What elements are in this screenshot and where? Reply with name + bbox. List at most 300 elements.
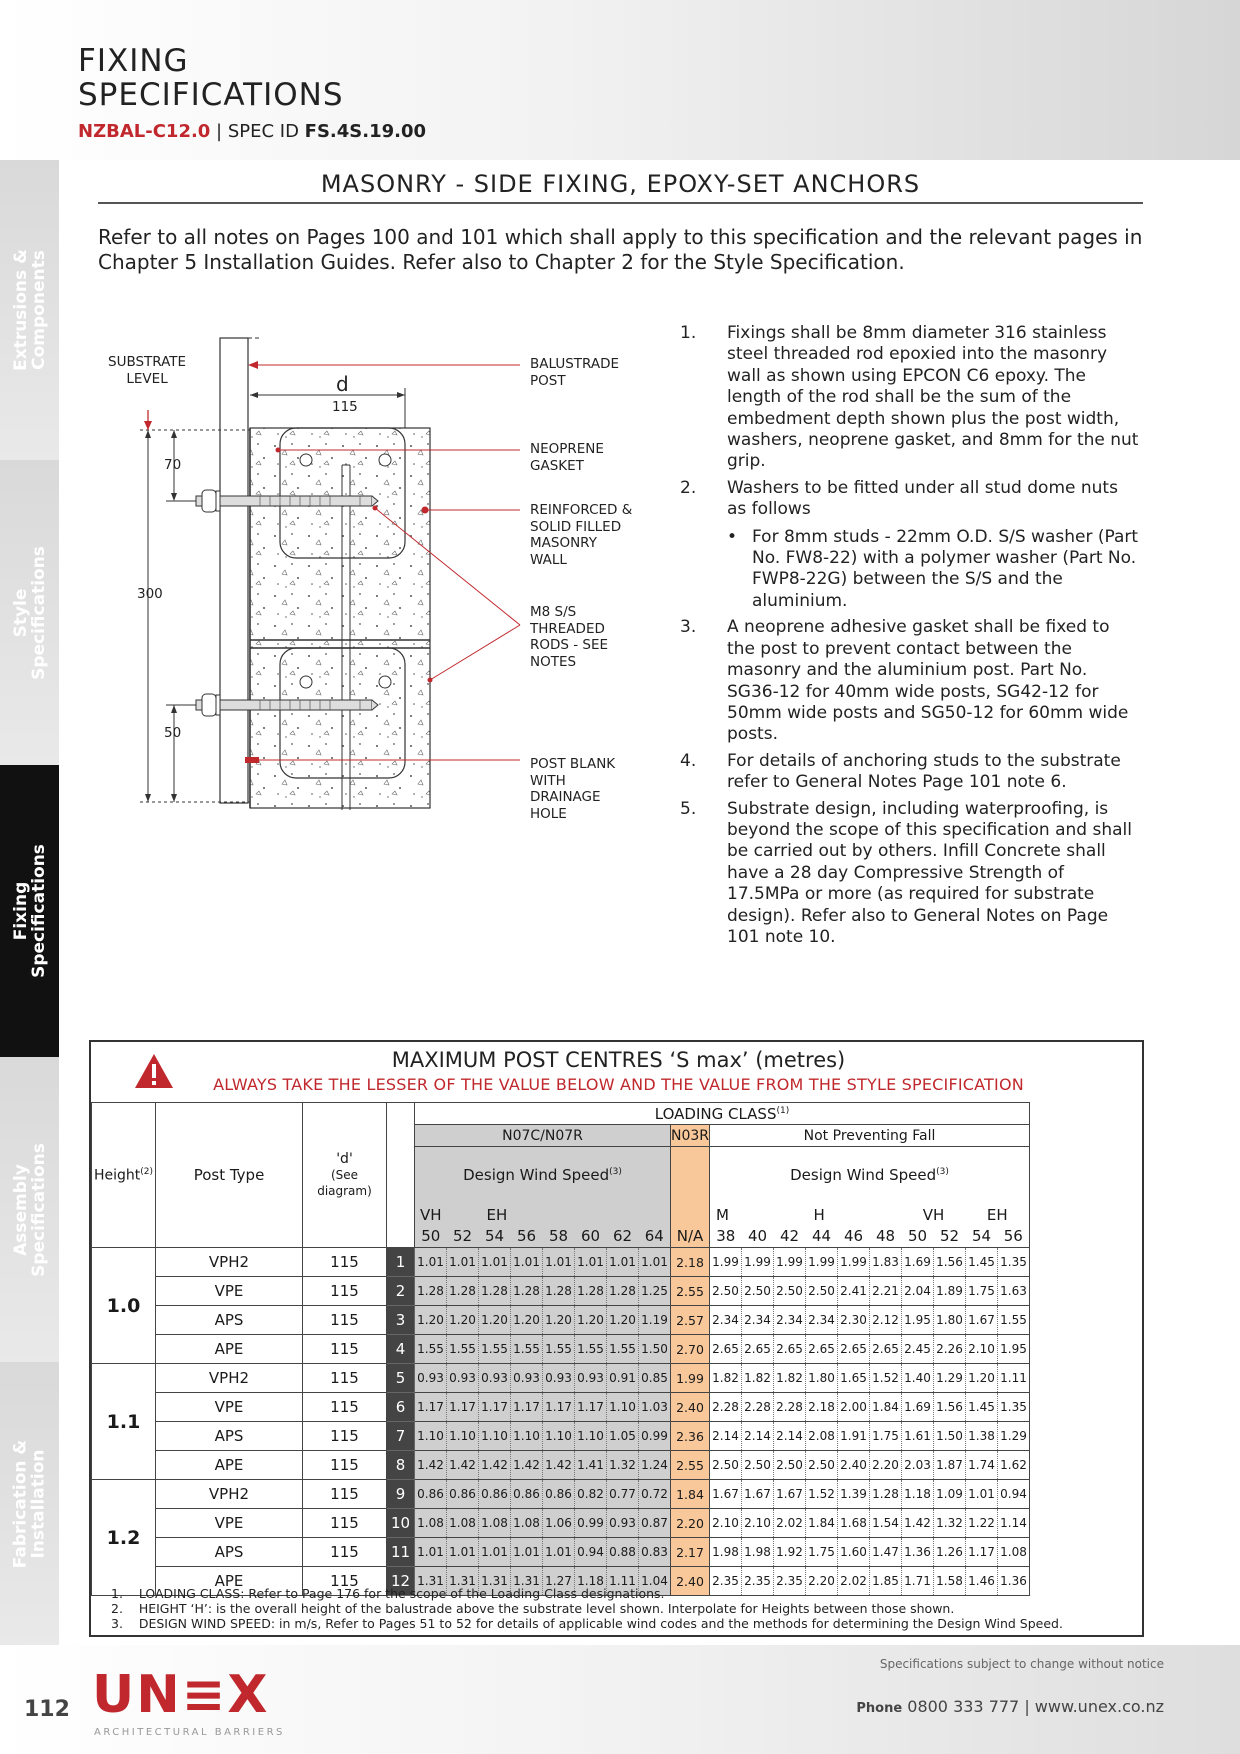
table-footnotes [111, 1586, 1063, 1631]
value-cell: 1.20 [447, 1306, 479, 1335]
value-cell: 1.17 [966, 1538, 998, 1567]
page-title [78, 44, 344, 112]
note-number: 4. [680, 750, 697, 771]
wind-speed: 52 [934, 1226, 966, 1248]
value-cell: 2.03 [902, 1451, 934, 1480]
value-cell: 1.92 [774, 1538, 806, 1567]
tab-fixing-specifications[interactable] [0, 765, 59, 1058]
value-cell: 2.45 [902, 1335, 934, 1364]
value-cell: 1.55 [543, 1335, 575, 1364]
balustrade-post-label: BALUSTRADE POST [530, 356, 620, 389]
value-cell: 1.42 [415, 1451, 447, 1480]
value-cell: 0.91 [607, 1364, 639, 1393]
value-cell: 1.84 [870, 1393, 902, 1422]
contact-line [856, 1697, 1164, 1716]
header-group-n03r: N03R [671, 1125, 710, 1147]
header-loading-class [415, 1103, 1030, 1125]
value-cell: 0.86 [415, 1480, 447, 1509]
wind-speed: 46 [838, 1226, 870, 1248]
row-index: 8 [387, 1451, 415, 1480]
spec-id-sep: | SPEC ID [210, 121, 305, 142]
value-cell: 2.12 [870, 1306, 902, 1335]
header-group-not-preventing: Not Preventing Fall [710, 1125, 1030, 1147]
value-cell: 1.55 [511, 1335, 543, 1364]
tab-label: Style Specifications [10, 545, 49, 680]
value-cell: 0.88 [607, 1538, 639, 1567]
value-cell: 1.20 [415, 1306, 447, 1335]
value-cell: 2.30 [838, 1306, 870, 1335]
header-dws [415, 1147, 671, 1204]
value-cell: 1.26 [934, 1538, 966, 1567]
d-value-cell: 115 [303, 1393, 387, 1422]
page-header [0, 0, 1240, 160]
masonry-wall-label: REINFORCED & SOLID FILLED MASONRY WALL [530, 502, 633, 568]
threaded-rods-label: M8 S/S THREADED RODS - SEE NOTES [530, 604, 609, 670]
value-cell: 1.69 [902, 1248, 934, 1277]
phone-label: Phone [856, 1701, 903, 1716]
value-cell: 2.65 [774, 1335, 806, 1364]
header-sup: (3) [609, 1167, 622, 1178]
note-sub-item [727, 527, 1140, 613]
zone-label: EH [966, 1204, 1030, 1226]
value-cell: 1.75 [966, 1277, 998, 1306]
page-number: 112 [24, 1697, 70, 1722]
value-cell: 1.45 [966, 1248, 998, 1277]
value-cell: 1.54 [870, 1509, 902, 1538]
spec-id: FS.4S.19.00 [304, 121, 427, 142]
wind-speed: 64 [639, 1226, 671, 1248]
value-cell: 0.93 [415, 1364, 447, 1393]
value-cell: 2.35 [742, 1567, 774, 1596]
value-cell: 1.01 [447, 1538, 479, 1567]
value-cell: 1.10 [447, 1422, 479, 1451]
value-cell: 1.46 [966, 1567, 998, 1596]
header-group-n07: N07C/N07R [415, 1125, 671, 1147]
post-blank-label: POST BLANK WITH DRAINAGE HOLE [530, 756, 616, 822]
value-cell-n03r: 1.99 [671, 1364, 710, 1393]
value-cell: 1.01 [415, 1538, 447, 1567]
product-code: NZBAL-C12.0 [78, 121, 211, 142]
value-cell: 1.74 [966, 1451, 998, 1480]
value-cell: 2.41 [838, 1277, 870, 1306]
value-cell: 2.65 [838, 1335, 870, 1364]
d-value-cell: 115 [303, 1538, 387, 1567]
value-cell: 1.20 [966, 1364, 998, 1393]
value-cell: 2.28 [710, 1393, 742, 1422]
value-cell: 1.10 [511, 1422, 543, 1451]
value-cell: 1.20 [607, 1306, 639, 1335]
wind-speed: 56 [511, 1226, 543, 1248]
value-cell: 1.36 [998, 1567, 1030, 1596]
wind-speed: 38 [710, 1226, 742, 1248]
contact-sep: | [1019, 1697, 1035, 1716]
wind-speed: 48 [870, 1226, 902, 1248]
value-cell: 0.72 [639, 1480, 671, 1509]
value-cell: 1.52 [870, 1364, 902, 1393]
value-cell: 1.42 [511, 1451, 543, 1480]
bullet-icon: • [727, 526, 738, 547]
value-cell: 0.86 [479, 1480, 511, 1509]
value-cell: 2.28 [742, 1393, 774, 1422]
value-cell: 1.58 [934, 1567, 966, 1596]
value-cell: 1.17 [415, 1393, 447, 1422]
value-cell: 1.62 [998, 1451, 1030, 1480]
value-cell: 1.29 [934, 1364, 966, 1393]
note-item [680, 617, 1140, 745]
value-cell-n03r: 2.70 [671, 1335, 710, 1364]
value-cell: 1.84 [806, 1509, 838, 1538]
value-cell: 2.65 [806, 1335, 838, 1364]
value-cell: 1.27 [543, 1567, 575, 1596]
value-cell: 0.99 [575, 1509, 607, 1538]
note-number: 2. [680, 477, 697, 498]
value-cell: 1.20 [575, 1306, 607, 1335]
value-cell: 1.61 [902, 1422, 934, 1451]
d-value-cell: 115 [303, 1248, 387, 1277]
value-cell: 1.28 [543, 1277, 575, 1306]
post-type-cell: APE [156, 1451, 303, 1480]
value-cell: 1.01 [607, 1248, 639, 1277]
value-cell: 1.71 [902, 1567, 934, 1596]
value-cell: 1.75 [806, 1538, 838, 1567]
post-type-cell: APE [156, 1335, 303, 1364]
value-cell: 1.08 [479, 1509, 511, 1538]
value-cell: 2.00 [838, 1393, 870, 1422]
value-cell: 1.38 [966, 1422, 998, 1451]
value-cell: 1.28 [511, 1277, 543, 1306]
note-text: Fixings shall be 8mm diameter 316 stainless steel threaded rod epoxied into the masonry wall as shown using EPCON C6 epoxy. The length of the rod shall be the sum of the embedment depth shown plus the post width, washers, neoprene gasket, and 8mm for the nut grip. [727, 323, 1139, 472]
wind-speed: 54 [966, 1226, 998, 1248]
header-sup: (1) [776, 1105, 790, 1116]
value-cell: 1.28 [447, 1277, 479, 1306]
value-cell: 2.10 [710, 1509, 742, 1538]
value-cell: 1.99 [742, 1248, 774, 1277]
value-cell: 1.95 [998, 1335, 1030, 1364]
value-cell: 0.93 [543, 1364, 575, 1393]
row-index: 10 [387, 1509, 415, 1538]
value-cell: 0.93 [479, 1364, 511, 1393]
post-type-cell: VPE [156, 1277, 303, 1306]
wind-speed: 56 [998, 1226, 1030, 1248]
value-cell: 1.03 [639, 1393, 671, 1422]
wind-speed: 52 [447, 1226, 479, 1248]
row-index: 6 [387, 1393, 415, 1422]
wind-speed: 58 [543, 1226, 575, 1248]
value-cell: 1.01 [479, 1248, 511, 1277]
zone-label: EH [447, 1204, 671, 1226]
d-value-cell: 115 [303, 1306, 387, 1335]
tab-label: Fixing Specifications [10, 844, 49, 978]
value-cell: 0.83 [639, 1538, 671, 1567]
value-cell: 1.31 [415, 1567, 447, 1596]
post-type-cell: VPE [156, 1509, 303, 1538]
value-cell: 2.50 [806, 1451, 838, 1480]
value-cell: 2.18 [806, 1393, 838, 1422]
value-cell: 1.87 [934, 1451, 966, 1480]
value-cell: 1.99 [710, 1248, 742, 1277]
dimension-d-label: d [336, 372, 349, 396]
value-cell: 1.01 [447, 1248, 479, 1277]
value-cell: 1.67 [710, 1480, 742, 1509]
value-cell: 0.94 [575, 1538, 607, 1567]
value-cell: 1.99 [806, 1248, 838, 1277]
value-cell: 2.50 [742, 1451, 774, 1480]
height-cell: 1.1 [92, 1364, 156, 1480]
dimension-300: 300 [137, 586, 163, 602]
value-cell: 1.28 [607, 1277, 639, 1306]
value-cell-n03r: 2.18 [671, 1248, 710, 1277]
height-cell: 1.0 [92, 1248, 156, 1364]
value-cell: 0.93 [575, 1364, 607, 1393]
title-line-1: FIXING [78, 43, 189, 79]
value-cell: 1.42 [479, 1451, 511, 1480]
post-type-cell: APE [156, 1567, 303, 1596]
value-cell: 1.05 [607, 1422, 639, 1451]
value-cell: 1.42 [902, 1509, 934, 1538]
header-sup: (2) [140, 1166, 154, 1177]
row-index: 2 [387, 1277, 415, 1306]
value-cell: 1.41 [575, 1451, 607, 1480]
post-type-cell: VPH2 [156, 1364, 303, 1393]
note-item [680, 799, 1140, 949]
d-value-cell: 115 [303, 1451, 387, 1480]
value-cell: 1.01 [511, 1248, 543, 1277]
value-cell-n03r: 2.20 [671, 1509, 710, 1538]
value-cell: 2.50 [710, 1277, 742, 1306]
tab-assembly-specifications[interactable] [0, 1057, 59, 1363]
value-cell: 1.08 [998, 1538, 1030, 1567]
value-cell: 2.40 [838, 1451, 870, 1480]
value-cell: 0.94 [998, 1480, 1030, 1509]
value-cell: 1.55 [575, 1335, 607, 1364]
row-index: 12 [387, 1567, 415, 1596]
tab-label: Extrusions & Components [10, 249, 49, 371]
value-cell: 1.47 [870, 1538, 902, 1567]
zone-label: M [710, 1204, 806, 1226]
value-cell: 2.34 [742, 1306, 774, 1335]
value-cell: 1.55 [998, 1306, 1030, 1335]
post-centres-table [89, 1040, 1144, 1637]
value-cell: 2.34 [710, 1306, 742, 1335]
value-cell: 1.55 [447, 1335, 479, 1364]
header-text: Height [93, 1167, 141, 1184]
value-cell: 1.32 [934, 1509, 966, 1538]
value-cell: 1.14 [998, 1509, 1030, 1538]
tab-fabrication-installation[interactable] [0, 1362, 59, 1646]
note-number: 3. [680, 617, 697, 638]
dimension-d-value: 115 [332, 399, 358, 415]
value-cell: 0.85 [639, 1364, 671, 1393]
value-cell: 1.98 [742, 1538, 774, 1567]
value-cell: 0.93 [607, 1509, 639, 1538]
value-cell: 1.69 [902, 1393, 934, 1422]
chapter-sidebar [0, 160, 59, 1645]
value-cell: 2.65 [710, 1335, 742, 1364]
value-cell: 1.39 [838, 1480, 870, 1509]
value-cell: 2.26 [934, 1335, 966, 1364]
value-cell: 1.11 [607, 1567, 639, 1596]
table-subtitle: ALWAYS TAKE THE LESSER OF THE VALUE BELOW AND THE VALUE FROM THE STYLE SPECIFICATION [213, 1075, 1024, 1094]
value-cell: 2.28 [774, 1393, 806, 1422]
value-cell: 1.31 [511, 1567, 543, 1596]
value-cell: 1.10 [479, 1422, 511, 1451]
wind-speed: 40 [742, 1226, 774, 1248]
header-d: 'd' (See diagram) [303, 1103, 387, 1248]
value-cell: 2.50 [806, 1277, 838, 1306]
header-height [92, 1103, 156, 1248]
value-cell: 2.20 [806, 1567, 838, 1596]
value-cell: 1.20 [479, 1306, 511, 1335]
disclaimer: Specifications subject to change without notice [879, 1657, 1164, 1671]
row-index: 1 [387, 1248, 415, 1277]
unex-logo: UN≡X [92, 1665, 270, 1725]
value-cell: 0.86 [511, 1480, 543, 1509]
value-cell: 2.50 [710, 1451, 742, 1480]
value-cell: 1.80 [806, 1364, 838, 1393]
post-type-cell: APS [156, 1538, 303, 1567]
d-value-cell: 115 [303, 1364, 387, 1393]
value-cell: 1.08 [511, 1509, 543, 1538]
note-item [680, 478, 1140, 612]
value-cell: 1.01 [966, 1480, 998, 1509]
value-cell: 2.02 [774, 1509, 806, 1538]
value-cell: 1.89 [934, 1277, 966, 1306]
note-item [680, 751, 1140, 794]
value-cell: 1.09 [934, 1480, 966, 1509]
value-cell: 2.50 [774, 1451, 806, 1480]
value-cell: 1.22 [966, 1509, 998, 1538]
value-cell: 1.28 [415, 1277, 447, 1306]
header-index [387, 1103, 415, 1248]
value-cell: 1.55 [607, 1335, 639, 1364]
wind-speed: 42 [774, 1226, 806, 1248]
value-cell: 1.65 [838, 1364, 870, 1393]
value-cell: 1.18 [902, 1480, 934, 1509]
value-cell: 1.52 [806, 1480, 838, 1509]
value-cell: 1.56 [934, 1248, 966, 1277]
title-line-2: SPECIFICATIONS [78, 77, 344, 113]
value-cell: 1.11 [998, 1364, 1030, 1393]
value-cell: 2.65 [870, 1335, 902, 1364]
value-cell: 1.06 [543, 1509, 575, 1538]
wind-speed: 50 [415, 1226, 447, 1248]
header-text: Design Wind Speed [463, 1166, 610, 1185]
value-cell: 2.14 [774, 1422, 806, 1451]
value-cell: 1.08 [447, 1509, 479, 1538]
footnote: 1. LOADING CLASS: Refer to Page 176 for the scope of the Loading Class designations. [111, 1586, 665, 1601]
value-cell: 1.99 [838, 1248, 870, 1277]
fixing-notes [680, 323, 1140, 953]
value-cell: 2.20 [870, 1451, 902, 1480]
tab-label: Assembly Specifications [10, 1142, 49, 1277]
value-cell: 2.34 [774, 1306, 806, 1335]
value-cell: 2.10 [742, 1509, 774, 1538]
d-value-cell: 115 [303, 1277, 387, 1306]
value-cell: 1.17 [511, 1393, 543, 1422]
value-cell: 1.01 [543, 1538, 575, 1567]
value-cell: 2.35 [710, 1567, 742, 1596]
value-cell: 1.31 [447, 1567, 479, 1596]
value-cell-n03r: 2.40 [671, 1393, 710, 1422]
value-cell: 1.55 [415, 1335, 447, 1364]
header-blank [671, 1147, 710, 1226]
fixing-diagram [100, 320, 660, 820]
value-cell: 1.10 [415, 1422, 447, 1451]
note-item [680, 323, 1140, 473]
value-cell: 0.82 [575, 1480, 607, 1509]
value-cell: 1.95 [902, 1306, 934, 1335]
wind-speed: 54 [479, 1226, 511, 1248]
note-text: Substrate design, including waterproofing, is beyond the scope of this specification and shall be carried out by others. Infill Concrete shall have a 28 day Compressive Strength of 17.5MPa or more (as required for substrate design). Refer also to General Notes on Page 101 note 10. [727, 798, 1132, 947]
header-sup: (3) [936, 1167, 949, 1178]
value-cell: 1.42 [543, 1451, 575, 1480]
zone-label: VH [415, 1204, 447, 1226]
value-cell: 1.56 [934, 1393, 966, 1422]
footnote: 3. DESIGN WIND SPEED: in m/s, Refer to Pages 51 to 52 for details of applicable wind codes and the methods for determining the Design Wind Speed. [111, 1616, 1063, 1631]
value-cell: 1.68 [838, 1509, 870, 1538]
value-cell: 1.36 [902, 1538, 934, 1567]
value-cell: 1.91 [838, 1422, 870, 1451]
note-text: For details of anchoring studs to the substrate refer to General Notes Page 101 note 6. [727, 750, 1121, 793]
value-cell: 1.35 [998, 1248, 1030, 1277]
row-index: 7 [387, 1422, 415, 1451]
header-text: LOADING CLASS [654, 1104, 777, 1123]
d-value-cell: 115 [303, 1567, 387, 1596]
value-cell: 1.18 [575, 1567, 607, 1596]
logo-tagline: ARCHITECTURAL BARRIERS [94, 1727, 285, 1738]
value-cell: 1.63 [998, 1277, 1030, 1306]
value-cell: 1.67 [774, 1480, 806, 1509]
row-index: 4 [387, 1335, 415, 1364]
height-cell: 1.2 [92, 1480, 156, 1596]
value-cell: 1.28 [575, 1277, 607, 1306]
value-cell: 1.01 [511, 1538, 543, 1567]
website-link[interactable]: www.unex.co.nz [1034, 1697, 1164, 1716]
value-cell: 2.08 [806, 1422, 838, 1451]
value-cell: 1.19 [639, 1306, 671, 1335]
value-cell-n03r: 2.55 [671, 1277, 710, 1306]
value-cell: 2.14 [742, 1422, 774, 1451]
table-title: MAXIMUM POST CENTRES ‘S max’ (metres) [391, 1048, 846, 1072]
row-index: 11 [387, 1538, 415, 1567]
value-cell-n03r: 2.17 [671, 1538, 710, 1567]
value-cell: 1.40 [902, 1364, 934, 1393]
zone-label: H [813, 1205, 825, 1224]
value-cell: 1.10 [543, 1422, 575, 1451]
value-cell-n03r: 2.36 [671, 1422, 710, 1451]
dimension-50: 50 [164, 725, 182, 741]
header-text: Design Wind Speed [790, 1166, 937, 1185]
section-rule [98, 202, 1143, 204]
tab-style-specifications[interactable] [0, 460, 59, 766]
d-value-cell: 115 [303, 1422, 387, 1451]
footnote: 2. HEIGHT ‘H’: is the overall height of the balustrade above the substrate level shown. Interpolate for Heights between those shown. [111, 1601, 955, 1616]
neoprene-gasket-label: NEOPRENE GASKET [530, 441, 604, 474]
value-cell: 1.01 [639, 1248, 671, 1277]
tab-extrusions-components[interactable] [0, 160, 59, 461]
post-type-cell: APS [156, 1306, 303, 1335]
intro-text: Refer to all notes on Pages 100 and 101 which shall apply to this specification and the relevant pages in Chapter 5 Installation Guides. Refer also to Chapter 2 for the Style Specification. [98, 225, 1143, 274]
note-text: Washers to be fitted under all stud dome nuts as follows [727, 477, 1118, 520]
post-type-cell: APS [156, 1422, 303, 1451]
header-post-type: Post Type [156, 1103, 303, 1248]
wind-speed: 50 [902, 1226, 934, 1248]
section-title: MASONRY - SIDE FIXING, EPOXY-SET ANCHORS [320, 170, 921, 198]
value-cell: 1.32 [607, 1451, 639, 1480]
d-value-cell: 115 [303, 1509, 387, 1538]
phone-number: 0800 333 777 [907, 1697, 1020, 1716]
value-cell: 1.04 [639, 1567, 671, 1596]
